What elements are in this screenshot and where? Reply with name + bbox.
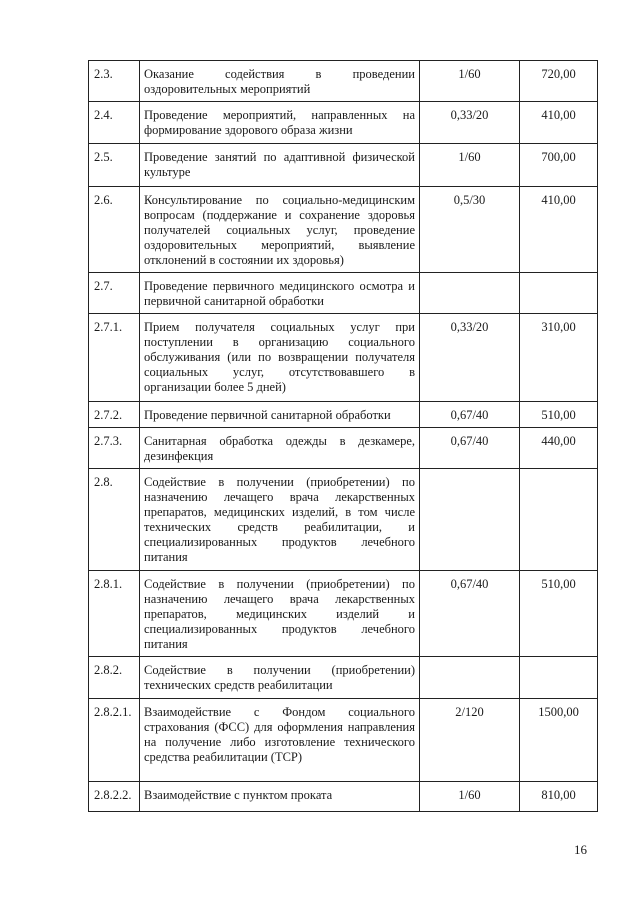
services-table <box>88 60 598 812</box>
item-description: Содействие в получении (приобретении) технических средств реабилитации <box>140 657 420 699</box>
time-norm: 0,67/40 <box>420 428 520 469</box>
item-number: 2.8.2.1. <box>89 699 140 782</box>
time-norm: 1/60 <box>420 144 520 187</box>
item-number: 2.7. <box>89 273 140 314</box>
item-number: 2.6. <box>89 187 140 273</box>
time-norm: 1/60 <box>420 782 520 812</box>
item-description: Взаимодействие с Фондом социального страхования (ФСС) для оформления направления на получение либо изготовление технического средства реабилитации (ТСР) <box>140 699 420 782</box>
tariff-price: 310,00 <box>520 314 598 402</box>
item-number: 2.7.3. <box>89 428 140 469</box>
time-norm: 0,67/40 <box>420 402 520 428</box>
time-norm: 1/60 <box>420 61 520 102</box>
table-row <box>89 273 598 314</box>
table-row <box>89 657 598 699</box>
table-row <box>89 571 598 657</box>
item-description: Санитарная обработка одежды в дезкамере, дезинфекция <box>140 428 420 469</box>
time-norm: 0,33/20 <box>420 314 520 402</box>
item-description: Проведение занятий по адаптивной физической культуре <box>140 144 420 187</box>
item-number: 2.3. <box>89 61 140 102</box>
tariff-price: 810,00 <box>520 782 598 812</box>
table-row <box>89 102 598 144</box>
tariff-price: 510,00 <box>520 402 598 428</box>
item-number: 2.8.2.2. <box>89 782 140 812</box>
time-norm <box>420 469 520 571</box>
time-norm: 0,67/40 <box>420 571 520 657</box>
item-description: Проведение мероприятий, направленных на формирование здорового образа жизни <box>140 102 420 144</box>
table-row <box>89 314 598 402</box>
item-number: 2.8. <box>89 469 140 571</box>
tariff-price: 510,00 <box>520 571 598 657</box>
time-norm <box>420 657 520 699</box>
item-description: Содействие в получении (приобретении) по назначению лечащего врача лекарственных препаратов, медицинских изделий и специализированных продуктов лечебного питания <box>140 571 420 657</box>
table-row <box>89 428 598 469</box>
item-number: 2.7.1. <box>89 314 140 402</box>
tariff-price <box>520 657 598 699</box>
table-row <box>89 782 598 812</box>
item-number: 2.5. <box>89 144 140 187</box>
item-description: Содействие в получении (приобретении) по назначению лечащего врача лекарственных препаратов, медицинских изделий, в том числе технических средств реабилитации, и специализированных продуктов лечебного питания <box>140 469 420 571</box>
time-norm: 2/120 <box>420 699 520 782</box>
item-number: 2.7.2. <box>89 402 140 428</box>
table-row <box>89 699 598 782</box>
table-row <box>89 469 598 571</box>
item-description: Консультирование по социально-медицинским вопросам (поддержание и сохранение здоровья получателей социальных услуг, проведение оздоровительных мероприятий, выявление отклонений в состоянии их здоровья) <box>140 187 420 273</box>
time-norm <box>420 273 520 314</box>
item-description: Взаимодействие с пунктом проката <box>140 782 420 812</box>
item-description: Проведение первичного медицинского осмотра и первичной санитарной обработки <box>140 273 420 314</box>
item-description: Оказание содействия в проведении оздоровительных мероприятий <box>140 61 420 102</box>
item-number: 2.4. <box>89 102 140 144</box>
item-description: Прием получателя социальных услуг при поступлении в организацию социального обслуживания (или по возвращении получателя социальных услуг, отсутствовавшего в организации более 5 дней) <box>140 314 420 402</box>
table-row <box>89 187 598 273</box>
table-row <box>89 144 598 187</box>
tariff-price: 440,00 <box>520 428 598 469</box>
tariff-price <box>520 273 598 314</box>
tariff-price: 410,00 <box>520 187 598 273</box>
item-number: 2.8.2. <box>89 657 140 699</box>
item-number: 2.8.1. <box>89 571 140 657</box>
item-description: Проведение первичной санитарной обработки <box>140 402 420 428</box>
tariff-price: 1500,00 <box>520 699 598 782</box>
time-norm: 0,33/20 <box>420 102 520 144</box>
tariff-price: 720,00 <box>520 61 598 102</box>
table-row <box>89 61 598 102</box>
tariff-price: 700,00 <box>520 144 598 187</box>
page-number: 16 <box>574 842 587 857</box>
tariff-price <box>520 469 598 571</box>
table-row <box>89 402 598 428</box>
tariff-price: 410,00 <box>520 102 598 144</box>
time-norm: 0,5/30 <box>420 187 520 273</box>
